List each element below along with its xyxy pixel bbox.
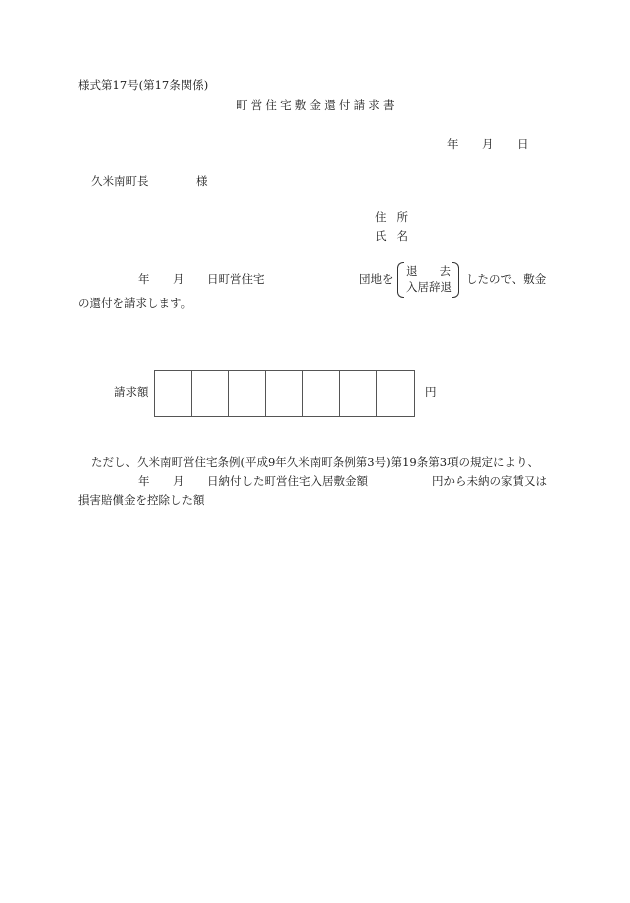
amount-cell[interactable] bbox=[229, 371, 266, 416]
note-month-label: 月 bbox=[173, 474, 185, 488]
document-title: 町営住宅敷金還付請求書 bbox=[236, 98, 398, 112]
body-day-housing: 日町営住宅 bbox=[207, 272, 265, 286]
option-nyukyo-jitai: 入居辞退 bbox=[406, 280, 452, 294]
body-after-bracket: したので、敷金 bbox=[466, 272, 547, 286]
reason-bracket bbox=[397, 262, 459, 298]
body-month-label: 月 bbox=[173, 272, 185, 286]
date-month-label: 月 bbox=[482, 137, 494, 151]
note-line-2-end: 円から未納の家賃又は bbox=[432, 474, 547, 488]
amount-cell[interactable] bbox=[155, 371, 192, 416]
note-line-3: 損害賠償金を控除した額 bbox=[78, 493, 205, 507]
option-taikyo-1: 退 bbox=[406, 264, 418, 278]
option-taikyo-2: 去 bbox=[439, 264, 451, 278]
amount-cell[interactable] bbox=[377, 371, 414, 416]
name-label: 氏名 bbox=[375, 229, 418, 243]
note-year-label: 年 bbox=[138, 474, 150, 488]
form-number: 様式第17号(第17条関係) bbox=[78, 78, 209, 92]
body-danchi: 団地を bbox=[359, 272, 394, 286]
amount-label: 請求額 bbox=[114, 385, 149, 399]
amount-cell[interactable] bbox=[192, 371, 229, 416]
left-bracket bbox=[397, 262, 404, 298]
amount-cell[interactable] bbox=[340, 371, 377, 416]
date-year-label: 年 bbox=[447, 137, 459, 151]
right-bracket bbox=[452, 262, 459, 298]
addressee-name: 久米南町長 bbox=[91, 174, 149, 188]
addressee-honorific: 様 bbox=[196, 174, 208, 188]
date-day-label: 日 bbox=[517, 137, 529, 151]
body-year-label: 年 bbox=[138, 272, 150, 286]
amount-cell[interactable] bbox=[303, 371, 340, 416]
address-label: 住所 bbox=[375, 210, 418, 224]
note-line-1: ただし、久米南町営住宅条例(平成9年久米南町条例第3号)第19条第3項の規定により、 bbox=[91, 455, 540, 469]
body-line-2: の還付を請求します。 bbox=[78, 296, 193, 310]
note-line-2-mid: 日納付した町営住宅入居敷金額 bbox=[207, 474, 368, 488]
amount-unit: 円 bbox=[425, 385, 437, 399]
amount-grid bbox=[154, 370, 415, 417]
amount-cell[interactable] bbox=[266, 371, 303, 416]
